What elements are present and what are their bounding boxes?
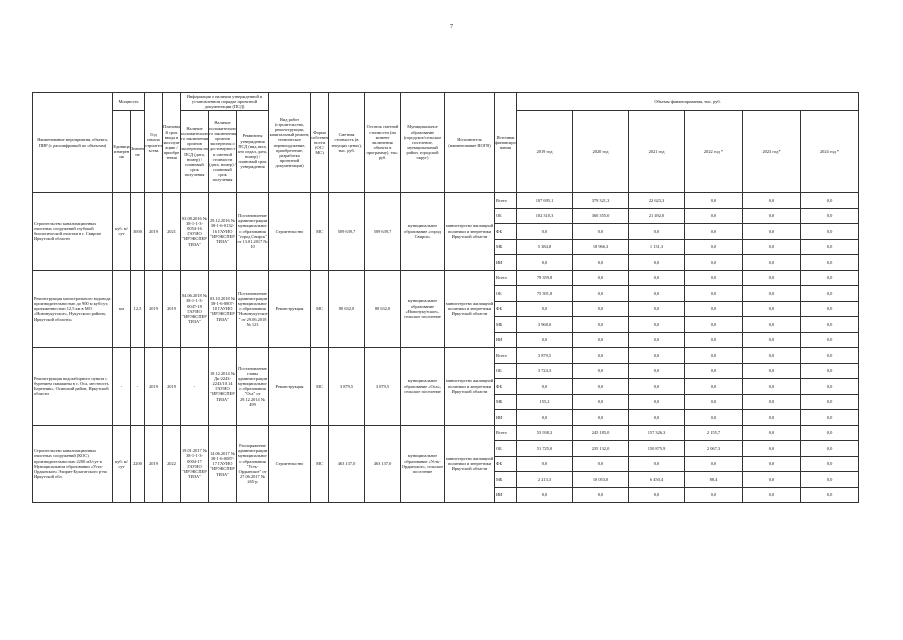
table-row	[33, 425, 859, 441]
cell-amount: 0,0	[573, 255, 629, 271]
cell-estimate: 80 632,0	[329, 270, 365, 348]
cell-psd-cost: 18.12.2014 № Дк-2243-2243/10.14 ГАУИО "ИРЭКСПЕРТИЗА"	[209, 348, 237, 426]
col-year: 2022 год *	[685, 111, 743, 193]
cell-amount: 3 879,5	[517, 348, 573, 364]
cell-executor: министерство жилищной политики и энергетики Иркутской области	[445, 193, 495, 271]
cell-amount: 0,0	[573, 224, 629, 240]
cell-source: ОБ	[495, 286, 517, 302]
cell-amount: 0,0	[573, 487, 629, 503]
cell-amount: 0,0	[629, 301, 685, 317]
cell-source: ИИ	[495, 255, 517, 271]
cell-psd-approval: Постановление администрации муниципального образования "Новонукутское" от 29.06.2018 № 123	[237, 270, 269, 348]
cell-executor: министерство жилищной политики и энергетики Иркутской области	[445, 270, 495, 348]
cell-unit: куб. м/сут	[113, 193, 131, 271]
cell-ownership: МС	[311, 193, 329, 271]
cell-value: -	[131, 348, 145, 426]
cell-amount: 0,0	[573, 317, 629, 333]
cell-amount: 0,0	[517, 487, 573, 503]
cell-year-start: 2019	[145, 270, 163, 348]
cell-amount: 0,0	[743, 410, 801, 426]
cell-amount: 0,0	[517, 379, 573, 395]
cell-amount: 0,0	[517, 410, 573, 426]
cell-source: ИИ	[495, 332, 517, 348]
cell-amount: 0,0	[801, 255, 859, 271]
cell-psd-positive: 03.08.2016 № 38-1-1-3-0054-16 ГАУИО "ИРЭКСПЕРТИЗА"	[181, 193, 209, 271]
cell-municipality: муниципальное образование «Усть-Ордынское», сельское поселение	[401, 425, 445, 503]
col-year-plan: Плановый срок ввода в эксплуатацию / приобретения	[163, 93, 181, 193]
cell-amount: 0,0	[801, 394, 859, 410]
table-row	[33, 348, 859, 364]
cell-source: ФБ	[495, 224, 517, 240]
cell-amount: 0,0	[629, 394, 685, 410]
cell-amount: 0,0	[685, 270, 743, 286]
cell-amount: 0,0	[743, 193, 801, 209]
cell-amount: 0,0	[685, 193, 743, 209]
cell-amount: 3 724,3	[517, 363, 573, 379]
cell-source: Всего	[495, 348, 517, 364]
cell-estimate: 509 639,7	[329, 193, 365, 271]
cell-amount: 150 875,9	[629, 441, 685, 457]
cell-amount: 0,0	[685, 208, 743, 224]
cell-source: ОБ	[495, 208, 517, 224]
cell-ownership: МС	[311, 425, 329, 503]
cell-amount: 0,0	[801, 410, 859, 426]
cell-amount: 0,0	[801, 193, 859, 209]
cell-amount: 0,0	[629, 317, 685, 333]
cell-amount: 0,0	[743, 208, 801, 224]
col-year: 2023 год*	[743, 111, 801, 193]
cell-amount: 0,0	[517, 332, 573, 348]
page-number: 7	[450, 24, 453, 30]
cell-amount: 0,0	[743, 286, 801, 302]
cell-ownership: МС	[311, 348, 329, 426]
cell-source: МБ	[495, 472, 517, 488]
col-remaining: Остаток сметной стоимости (на момент включения объекта в программу), тыс. руб.	[365, 93, 401, 193]
cell-amount: 0,0	[685, 224, 743, 240]
cell-work-type: Реконструкция	[269, 270, 311, 348]
cell-amount: 0,0	[629, 348, 685, 364]
investment-table	[32, 92, 859, 503]
col-ownership: Форма собственности (ОС/МС)	[311, 93, 329, 193]
cell-amount: 102 310,3	[517, 208, 573, 224]
cell-amount: 157 326,3	[629, 425, 685, 441]
cell-amount: 0,0	[743, 332, 801, 348]
cell-amount: 2 155,7	[685, 425, 743, 441]
cell-amount: 360 355,0	[573, 208, 629, 224]
cell-amount: 51 725,0	[517, 441, 573, 457]
cell-amount: 0,0	[801, 363, 859, 379]
col-year-start: Год начала строительства	[145, 93, 163, 193]
cell-psd-cost: 29.12.2016 № 38-1-6-0132-16 ГАУИО "ИРЭКСПЕРТИЗА"	[209, 193, 237, 271]
cell-name: Реконструкция водозаборного пункта с бурением скважины в с. Оса, местность Березник», Осинский район, Иркутской области	[33, 348, 113, 426]
cell-amount: 107 695,1	[517, 193, 573, 209]
cell-unit: куб. м/сут	[113, 425, 131, 503]
cell-amount: 0,0	[685, 379, 743, 395]
col-year: 2024 год *	[801, 111, 859, 193]
cell-work-type: Реконструкция	[269, 348, 311, 426]
cell-psd-approval: Распоряжение администрации муниципального образования "Усть-Ордынское" от 27.06.2017 № 265-р	[237, 425, 269, 503]
cell-amount: 0,0	[685, 410, 743, 426]
cell-amount: 0,0	[743, 224, 801, 240]
cell-psd-positive: 04.06.2018 № 38-1-1-3-0047-18 ГАУИО "ИРЭКСПЕРТИЗА"	[181, 270, 209, 348]
col-unit: Единица измерения	[113, 111, 131, 193]
cell-executor: министерство жилищной политики и энергетики Иркутской области	[445, 348, 495, 426]
col-executor: Исполнитель (наименование ИОГВ)	[445, 93, 495, 193]
cell-executor: министерство жилищной политики и энергетики Иркутской области	[445, 425, 495, 503]
cell-source: Всего	[495, 193, 517, 209]
cell-year-start: 2019	[145, 193, 163, 271]
col-work-type: Вид работ (строительство, реконструкция, капитальный ремонт, техническое перевооружение, приобретение, разработка проектной документации)	[269, 93, 311, 193]
cell-municipality: муниципальное образование «город Свирск»	[401, 193, 445, 271]
cell-amount: 0,0	[743, 441, 801, 457]
cell-amount: 0,0	[573, 286, 629, 302]
cell-amount: 0,0	[743, 270, 801, 286]
cell-amount: 0,0	[629, 286, 685, 302]
cell-amount: 0,0	[801, 332, 859, 348]
cell-amount: 0,0	[743, 348, 801, 364]
cell-amount: 0,0	[743, 317, 801, 333]
cell-amount: 88,4	[685, 472, 743, 488]
cell-amount: 0,0	[801, 456, 859, 472]
cell-year-plan: 2019	[163, 270, 181, 348]
col-estimate: Сметная стоимость (в текущих ценах), тыс. руб.	[329, 93, 365, 193]
col-year: 2021 год	[629, 111, 685, 193]
cell-amount: 0,0	[517, 255, 573, 271]
cell-amount: 0,0	[801, 348, 859, 364]
cell-unit: км	[113, 270, 131, 348]
cell-unit: -	[113, 348, 131, 426]
cell-amount: 1 131,3	[629, 239, 685, 255]
cell-amount: 0,0	[685, 301, 743, 317]
cell-amount: 10 053,0	[573, 472, 629, 488]
col-funding: Объемы финансирования, тыс. руб.	[517, 93, 859, 111]
cell-amount: 0,0	[573, 379, 629, 395]
cell-year-plan: 2021	[163, 193, 181, 271]
col-name: Наименование мероприятия, объекта, ПИР (с расшифровкой по объектам)	[33, 93, 113, 193]
cell-amount: 0,0	[743, 487, 801, 503]
cell-amount: 0,0	[573, 410, 629, 426]
col-year: 2019 год	[517, 111, 573, 193]
cell-amount: 0,0	[685, 394, 743, 410]
cell-ownership: МС	[311, 270, 329, 348]
cell-amount: 0,0	[629, 487, 685, 503]
cell-amount: 0,0	[573, 332, 629, 348]
cell-amount: 2 067,3	[685, 441, 743, 457]
cell-remaining: 463 137,0	[365, 425, 401, 503]
cell-amount: 0,0	[743, 255, 801, 271]
cell-source: ИИ	[495, 410, 517, 426]
cell-value: 12,5	[131, 270, 145, 348]
cell-amount: 0,0	[629, 255, 685, 271]
cell-value: 3000	[131, 193, 145, 271]
cell-name: Строительство канализационных очистных сооружений (КОС) производительностью 2200 м3/сут в Муниципальном образовании «Усть-Ордынское» Эхирит-Булагатского р-на Иркутской обл.	[33, 425, 113, 503]
cell-amount: 0,0	[685, 286, 743, 302]
cell-name: Строительство канализационных очистных сооружений глубокой биологической очистки в г. Свирске Иркутской области	[33, 193, 113, 271]
cell-amount: 0,0	[801, 208, 859, 224]
table-body	[33, 193, 859, 503]
cell-amount: 0,0	[801, 224, 859, 240]
col-psd-info: Информация о наличии утвержденной и установленном порядке проектной документации (ПСД)	[181, 93, 269, 111]
cell-amount: 0,0	[573, 394, 629, 410]
cell-source: МБ	[495, 394, 517, 410]
cell-amount: 22 623,3	[629, 193, 685, 209]
cell-estimate: 3 879,5	[329, 348, 365, 426]
cell-amount: 155,2	[517, 394, 573, 410]
cell-amount: 0,0	[743, 472, 801, 488]
cell-amount: 0,0	[743, 456, 801, 472]
cell-amount: 0,0	[743, 301, 801, 317]
cell-source: ФБ	[495, 301, 517, 317]
cell-amount: 0,0	[685, 239, 743, 255]
cell-amount: 2 213,3	[517, 472, 573, 488]
cell-year-plan: 2022	[163, 425, 181, 503]
table-row	[33, 193, 859, 209]
cell-amount: 0,0	[573, 301, 629, 317]
cell-amount: 21 492,0	[629, 208, 685, 224]
cell-source: МБ	[495, 239, 517, 255]
cell-year-start: 2019	[145, 348, 163, 426]
table-row	[33, 270, 859, 286]
cell-psd-cost: 14.06.2017 № 38-1-6-0087-17 ГАУИО "ИРЭКСПЕРТИЗА"	[209, 425, 237, 503]
cell-remaining: 80 632,0	[365, 270, 401, 348]
cell-amount: 0,0	[517, 456, 573, 472]
cell-source: ФБ	[495, 456, 517, 472]
cell-work-type: Строительство	[269, 193, 311, 271]
cell-amount: 75 391,8	[517, 286, 573, 302]
cell-amount: 0,0	[517, 224, 573, 240]
cell-source: ИИ	[495, 487, 517, 503]
cell-amount: 0,0	[629, 379, 685, 395]
cell-psd-approval: Постановление главы администрации муниципального образования "Оса" от 29.12.2014 № 499	[237, 348, 269, 426]
cell-municipality: муниципальное образование «Новонукутское», сельское поселение	[401, 270, 445, 348]
cell-amount: 0,0	[801, 317, 859, 333]
cell-amount: 0,0	[685, 348, 743, 364]
cell-amount: 0,0	[801, 425, 859, 441]
cell-value: 2200	[131, 425, 145, 503]
cell-amount: 0,0	[801, 487, 859, 503]
cell-amount: 235 132,0	[573, 441, 629, 457]
cell-source: Всего	[495, 425, 517, 441]
cell-amount: 0,0	[685, 456, 743, 472]
col-source: Источник финансирования	[495, 93, 517, 193]
cell-amount: 0,0	[573, 363, 629, 379]
cell-source: Всего	[495, 270, 517, 286]
col-capacity: Мощность	[113, 93, 145, 111]
col-value: Значение	[131, 111, 145, 193]
col-psd-cost: Наличие положительного заключения органов экспертизы о достоверности сметной стоимости (дата, номер) / плановый срок получения	[209, 111, 237, 193]
cell-source: ОБ	[495, 363, 517, 379]
cell-name: Реконструкция магистрального водовода производительностью до 900 м куб/сут, протяженностью 12,5 км в МО «Новонукутское», Нукутского района, Иркутской области»	[33, 270, 113, 348]
cell-amount: 0,0	[685, 317, 743, 333]
cell-amount: 5 384,8	[517, 239, 573, 255]
cell-psd-positive: -	[181, 348, 209, 426]
cell-amount: 0,0	[685, 332, 743, 348]
cell-amount: 6 450,4	[629, 472, 685, 488]
col-psd-positive: Наличие положительного заключения органов экспертизы на ПСД (дата, номер) / плановый срок получения	[181, 111, 209, 193]
cell-amount: 0,0	[743, 239, 801, 255]
col-psd-approval: Реквизиты утверждения ПСД (вид акта, кто издал, дата, номер) / плановый срок утверждения	[237, 111, 269, 193]
cell-amount: 0,0	[801, 286, 859, 302]
cell-amount: 0,0	[685, 255, 743, 271]
col-municipality: Муниципальное образование (городское/сельское поселение, муниципальный район, городской округ)	[401, 93, 445, 193]
cell-amount: 53 938,3	[517, 425, 573, 441]
cell-amount: 0,0	[801, 472, 859, 488]
cell-amount: 0,0	[743, 394, 801, 410]
cell-amount: 0,0	[685, 363, 743, 379]
cell-year-plan: 2019	[163, 348, 181, 426]
cell-amount: 0,0	[801, 441, 859, 457]
cell-amount: 0,0	[573, 456, 629, 472]
cell-remaining: 3 879,5	[365, 348, 401, 426]
cell-amount: 0,0	[801, 301, 859, 317]
cell-psd-cost: 03.10.2018 № 38-1-6-0807-18 ГАУИО "ИРЭКСПЕРТИЗА"	[209, 270, 237, 348]
cell-amount: 0,0	[801, 270, 859, 286]
col-year: 2020 год	[573, 111, 629, 193]
cell-amount: 0,0	[629, 332, 685, 348]
cell-amount: 0,0	[743, 363, 801, 379]
cell-amount: 0,0	[573, 348, 629, 364]
cell-amount: 3 968,0	[517, 317, 573, 333]
cell-amount: 379 321,3	[573, 193, 629, 209]
cell-amount: 0,0	[629, 410, 685, 426]
cell-amount: 0,0	[801, 379, 859, 395]
cell-municipality: муниципальное образование «Оса», сельское поселение	[401, 348, 445, 426]
cell-amount: 0,0	[629, 363, 685, 379]
cell-amount: 0,0	[517, 301, 573, 317]
cell-amount: 0,0	[801, 239, 859, 255]
cell-amount: 0,0	[743, 379, 801, 395]
cell-amount: 0,0	[743, 425, 801, 441]
cell-remaining: 509 639,7	[365, 193, 401, 271]
cell-estimate: 463 137,0	[329, 425, 365, 503]
cell-amount: 0,0	[685, 487, 743, 503]
cell-amount: 0,0	[573, 270, 629, 286]
cell-source: ФБ	[495, 379, 517, 395]
cell-amount: 0,0	[629, 456, 685, 472]
cell-amount: 79 359,8	[517, 270, 573, 286]
cell-work-type: Строительство	[269, 425, 311, 503]
cell-source: ОБ	[495, 441, 517, 457]
cell-amount: 18 966,3	[573, 239, 629, 255]
cell-amount: 245 185,0	[573, 425, 629, 441]
cell-psd-approval: Постановление администрации муниципального образования "город Свирск" от 13.01.2017 № 10	[237, 193, 269, 271]
cell-amount: 0,0	[629, 270, 685, 286]
cell-amount: 0,0	[629, 224, 685, 240]
cell-source: МБ	[495, 317, 517, 333]
cell-year-start: 2019	[145, 425, 163, 503]
cell-psd-positive: 19.01.2017 № 38-1-1-3-0004-17 ГАУИО "ИРЭКСПЕРТИЗА"	[181, 425, 209, 503]
